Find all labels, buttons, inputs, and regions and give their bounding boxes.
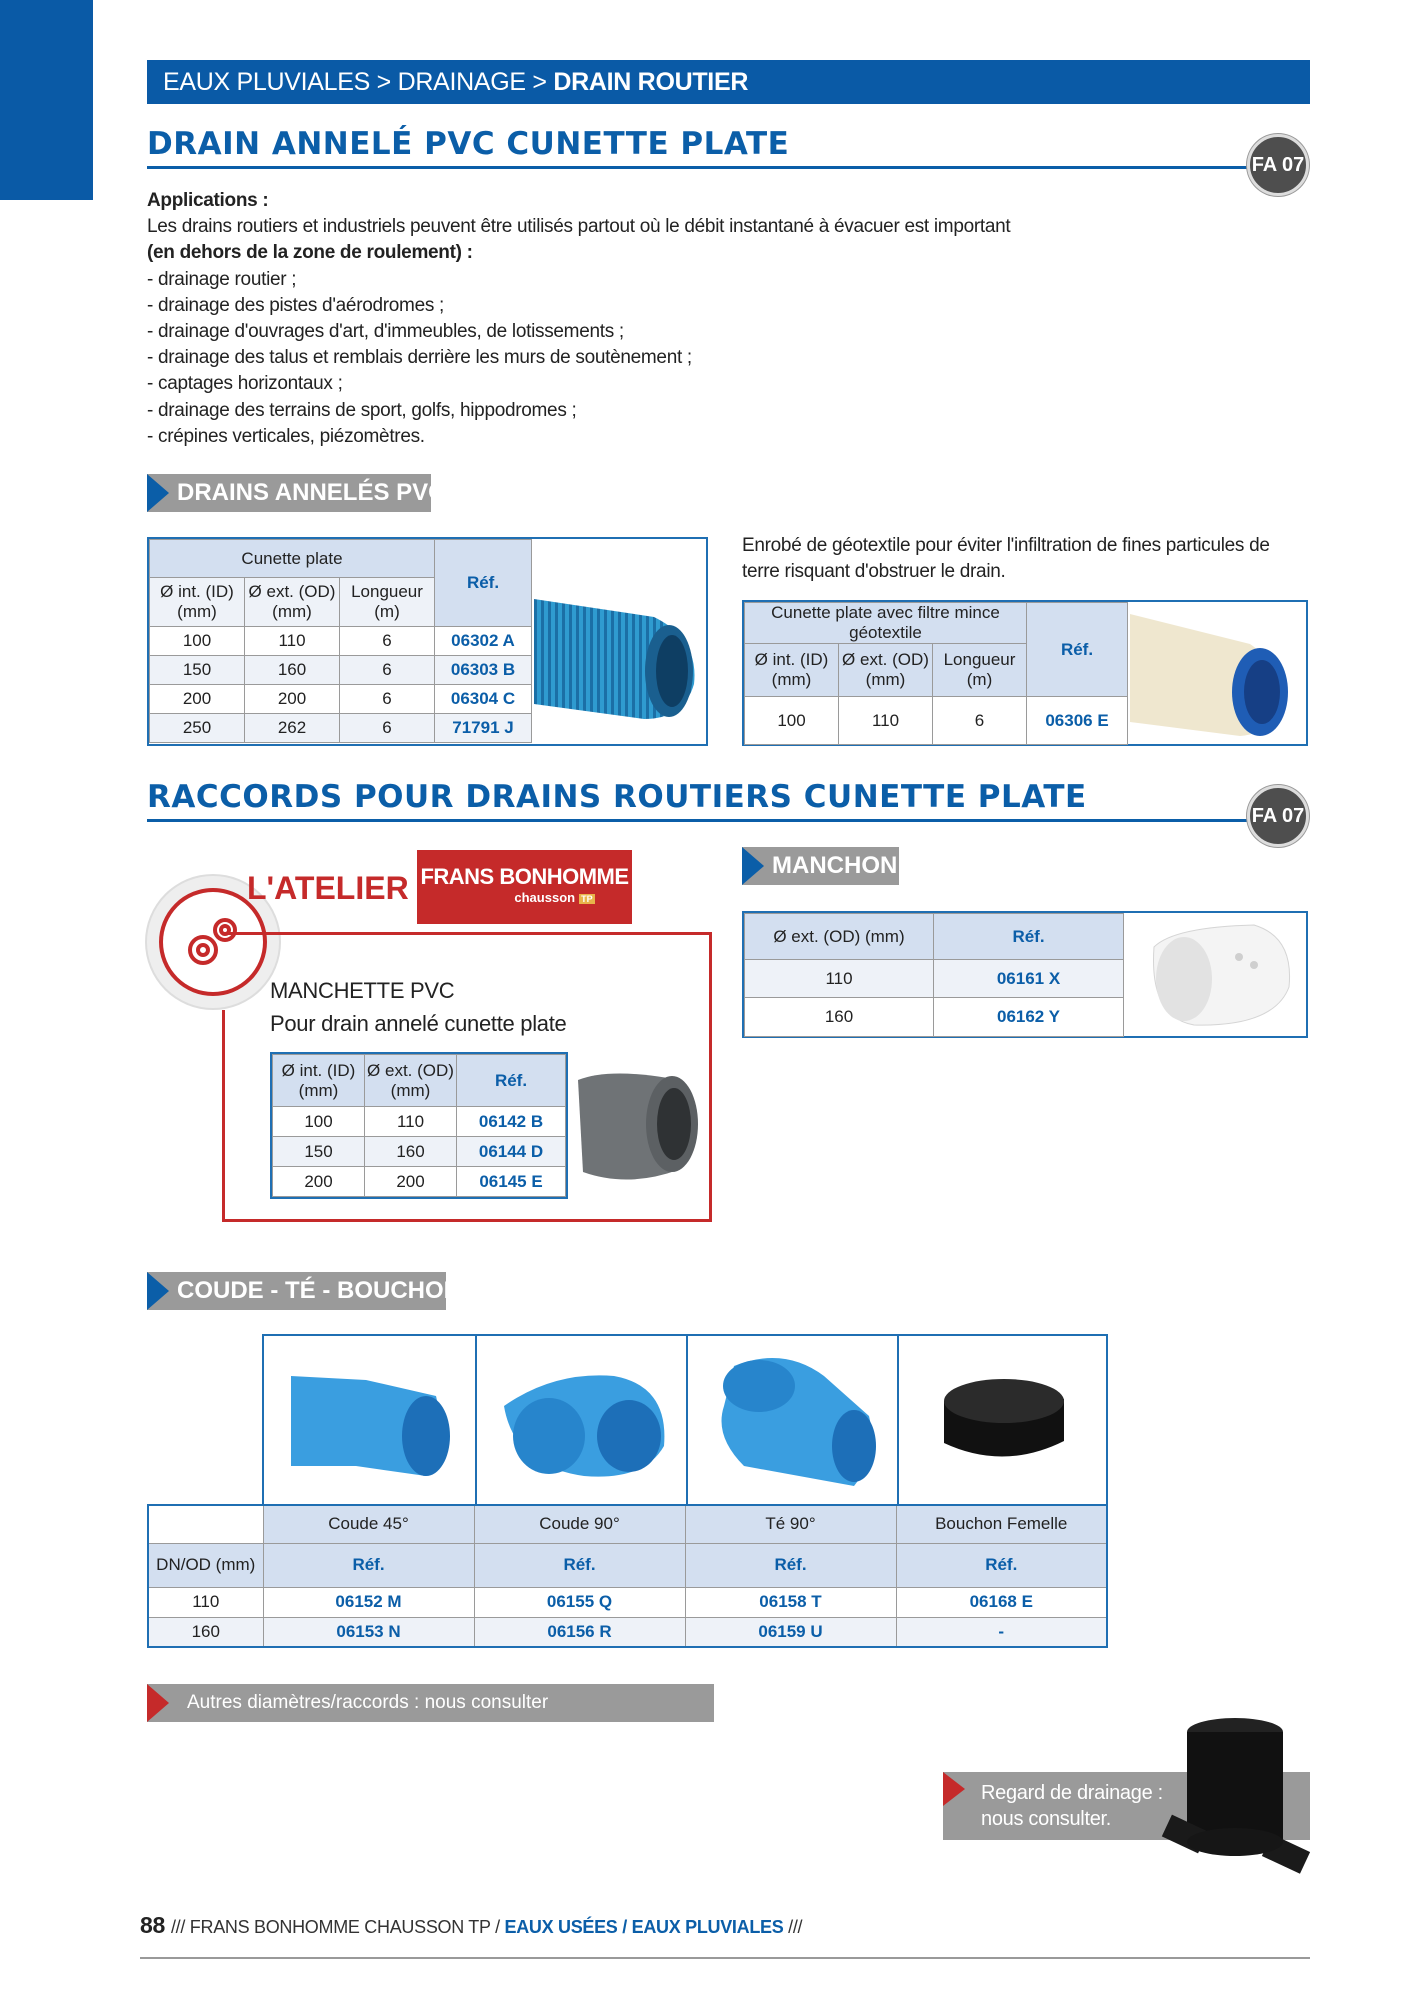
footer-brand: FRANS BONHOMME CHAUSSON TP / — [189, 1917, 505, 1937]
brand-logo-name: FRANS BONHOMME — [420, 864, 629, 889]
title-underline — [147, 819, 1257, 822]
footer-section: EAUX USÉES / EAUX PLUVIALES — [504, 1917, 784, 1937]
ref-cell: 06152 M — [263, 1587, 474, 1617]
col-header: Ø int. (ID) (mm) — [150, 578, 245, 627]
section-manchon-label: MANCHON — [772, 852, 898, 879]
cell: 250 — [150, 714, 245, 743]
ref-header: Réf. — [457, 1055, 566, 1107]
footer-slashes: /// — [170, 1917, 190, 1937]
table-row — [150, 656, 532, 685]
table-row — [745, 697, 1128, 745]
ref-header: Réf. — [934, 914, 1124, 960]
cell: 6 — [340, 685, 435, 714]
atelier-table — [272, 1054, 566, 1197]
ref-header: Réf. — [263, 1543, 474, 1587]
ref-cell: 06303 B — [435, 656, 532, 685]
title-underline — [147, 166, 1257, 169]
section-drains-label: DRAINS ANNELÉS PVC — [177, 479, 446, 506]
ref-header: Réf. — [1027, 603, 1128, 697]
other-diameters-text: Autres diamètres/raccords : nous consulter — [187, 1692, 549, 1713]
product-name: Té 90° — [685, 1505, 896, 1543]
regard-note-line2: nous consulter. — [981, 1808, 1112, 1830]
cell: 160 — [148, 1617, 263, 1647]
footer-divider — [140, 1957, 1310, 1959]
cell: 6 — [340, 627, 435, 656]
application-item: - drainage des terrains de sport, golfs, hippodromes ; — [147, 399, 577, 421]
section-drains-header — [147, 474, 446, 512]
ref-cell: 06153 N — [263, 1617, 474, 1647]
cell: 200 — [273, 1167, 365, 1197]
ref-cell: 06161 X — [934, 960, 1124, 998]
te-90-image — [704, 1346, 884, 1496]
col-header: Ø int. (ID) (mm) — [745, 644, 839, 697]
table-row — [150, 714, 532, 743]
drains-table-box — [147, 537, 708, 746]
application-item: - drainage routier ; — [147, 268, 297, 290]
cell: 100 — [150, 627, 245, 656]
col-header: Longueur (m) — [933, 644, 1027, 697]
ref-header: Réf. — [896, 1543, 1107, 1587]
ref-cell: 06145 E — [457, 1167, 566, 1197]
section-title-raccords: RACCORDS POUR DRAINS ROUTIERS CUNETTE PLATE — [147, 779, 1087, 815]
cell: 200 — [245, 685, 340, 714]
page-title: DRAIN ANNELÉ PVC CUNETTE PLATE — [147, 126, 790, 162]
atelier-label: L'ATELIER — [247, 870, 409, 906]
cell: 150 — [273, 1137, 365, 1167]
col-header: Ø int. (ID) (mm) — [273, 1055, 365, 1107]
brand-logo — [417, 850, 632, 924]
ref-header: Réf. — [685, 1543, 896, 1587]
cell: 6 — [933, 697, 1027, 745]
cell: 160 — [245, 656, 340, 685]
coude-table — [147, 1504, 1108, 1648]
cell: 160 — [365, 1137, 457, 1167]
breadcrumb-path[interactable]: EAUX PLUVIALES > DRAINAGE > — [163, 68, 554, 96]
applications-block — [147, 188, 1147, 450]
footer — [140, 1912, 802, 1939]
ref-cell: 71791 J — [435, 714, 532, 743]
cell: 6 — [340, 656, 435, 685]
bouchon-femelle-image — [924, 1371, 1084, 1481]
cell: 110 — [148, 1587, 263, 1617]
coude-90-image — [494, 1366, 674, 1486]
ref-cell: 06155 Q — [474, 1587, 685, 1617]
applications-note: (en dehors de la zone de roulement) : — [147, 242, 473, 264]
geo-table — [744, 602, 1128, 745]
atelier-product: MANCHETTE PVC — [270, 978, 455, 1003]
atelier-frame-top — [222, 932, 712, 935]
ref-cell: 06306 E — [1027, 697, 1128, 745]
section-manchon-header — [742, 847, 899, 885]
application-item: - drainage d'ouvrages d'art, d'immeubles, de lotissements ; — [147, 321, 624, 343]
table-row — [148, 1617, 1107, 1647]
application-item: - drainage des talus et remblais derrière les murs de soutènement ; — [147, 347, 692, 369]
geotextile-drain-image — [1130, 604, 1306, 744]
coude-45-image — [286, 1366, 456, 1486]
ref-cell: 06162 Y — [934, 998, 1124, 1037]
brand-logo-tp: TP — [581, 894, 593, 904]
table-row — [273, 1107, 566, 1137]
dn-header: DN/OD (mm) — [148, 1543, 263, 1587]
geo-group-header: Cunette plate avec filtre mince géotextile — [745, 603, 1027, 644]
geo-table-box — [742, 600, 1308, 746]
table-row — [150, 685, 532, 714]
ref-cell: 06158 T — [685, 1587, 896, 1617]
cell: 100 — [745, 697, 839, 745]
brand-logo-sub: chausson — [514, 890, 576, 905]
product-name: Coude 90° — [474, 1505, 685, 1543]
ref-header: Réf. — [474, 1543, 685, 1587]
corrugated-drain-blue-image — [534, 579, 706, 729]
table-row — [150, 627, 532, 656]
col-header: Longueur (m) — [340, 578, 435, 627]
cell: 110 — [245, 627, 340, 656]
cell: 110 — [745, 960, 934, 998]
cell: 6 — [340, 714, 435, 743]
atelier-product-sub: Pour drain annelé cunette plate — [270, 1011, 567, 1036]
regard-drainage-image — [1160, 1712, 1310, 1892]
footer-slashes: /// — [783, 1917, 803, 1937]
table-row — [148, 1587, 1107, 1617]
ref-cell: 06302 A — [435, 627, 532, 656]
col-header: Ø ext. (OD) (mm) — [365, 1055, 457, 1107]
page-number: 88 — [140, 1912, 165, 1938]
cell: 150 — [150, 656, 245, 685]
cell: 110 — [365, 1107, 457, 1137]
fa-badge: FA 07 — [1247, 785, 1309, 847]
product-name: Bouchon Femelle — [896, 1505, 1107, 1543]
regard-note-line1: Regard de drainage : — [981, 1782, 1163, 1804]
other-diameters-note — [147, 1684, 714, 1722]
cell: 110 — [839, 697, 933, 745]
ref-cell: 06304 C — [435, 685, 532, 714]
manchon-table — [744, 913, 1124, 1037]
breadcrumb — [147, 60, 1310, 104]
table-row — [273, 1137, 566, 1167]
cell: 160 — [745, 998, 934, 1037]
manchette-image — [568, 1060, 708, 1192]
col-header: Ø ext. (OD) (mm) — [245, 578, 340, 627]
ref-cell: 06156 R — [474, 1617, 685, 1647]
ref-header: Réf. — [435, 540, 532, 627]
atelier-table-box — [270, 1052, 568, 1199]
ref-cell: 06168 E — [896, 1587, 1107, 1617]
application-item: - crépines verticales, piézomètres. — [147, 425, 425, 447]
cell: 200 — [150, 685, 245, 714]
cell: 200 — [365, 1167, 457, 1197]
drains-group-header: Cunette plate — [150, 540, 435, 578]
table-row — [745, 960, 1124, 998]
table-row — [745, 998, 1124, 1037]
ref-cell: 06159 U — [685, 1617, 896, 1647]
manchon-table-box — [742, 911, 1308, 1038]
coude-images-row — [262, 1334, 1108, 1504]
col-header: Ø ext. (OD) (mm) — [745, 914, 934, 960]
table-row — [273, 1167, 566, 1197]
drains-table — [149, 539, 532, 743]
product-name: Coude 45° — [263, 1505, 474, 1543]
ref-cell: 06142 B — [457, 1107, 566, 1137]
col-header: Ø ext. (OD) (mm) — [839, 644, 933, 697]
manchon-white-image — [1134, 917, 1306, 1035]
ref-cell: 06144 D — [457, 1137, 566, 1167]
cell: 262 — [245, 714, 340, 743]
applications-label: Applications : — [147, 190, 269, 211]
ref-cell: - — [896, 1617, 1107, 1647]
cell: 100 — [273, 1107, 365, 1137]
section-coude-header — [147, 1272, 461, 1310]
section-coude-label: COUDE - TÉ - BOUCHON — [177, 1277, 461, 1304]
corner-accent — [0, 0, 93, 200]
applications-intro: Les drains routiers et industriels peuvent être utilisés partout où le débit instantané à évacuer est important — [147, 216, 1011, 238]
application-item: - captages horizontaux ; — [147, 373, 343, 395]
geotextile-description: Enrobé de géotextile pour éviter l'infiltration de fines particules de terre risquant d'obstruer le drain. — [742, 535, 1270, 583]
fa-badge: FA 07 — [1247, 134, 1309, 196]
application-item: - drainage des pistes d'aérodromes ; — [147, 294, 444, 316]
breadcrumb-current: DRAIN ROUTIER — [553, 68, 749, 96]
atelier-frame-left — [222, 1010, 225, 1222]
